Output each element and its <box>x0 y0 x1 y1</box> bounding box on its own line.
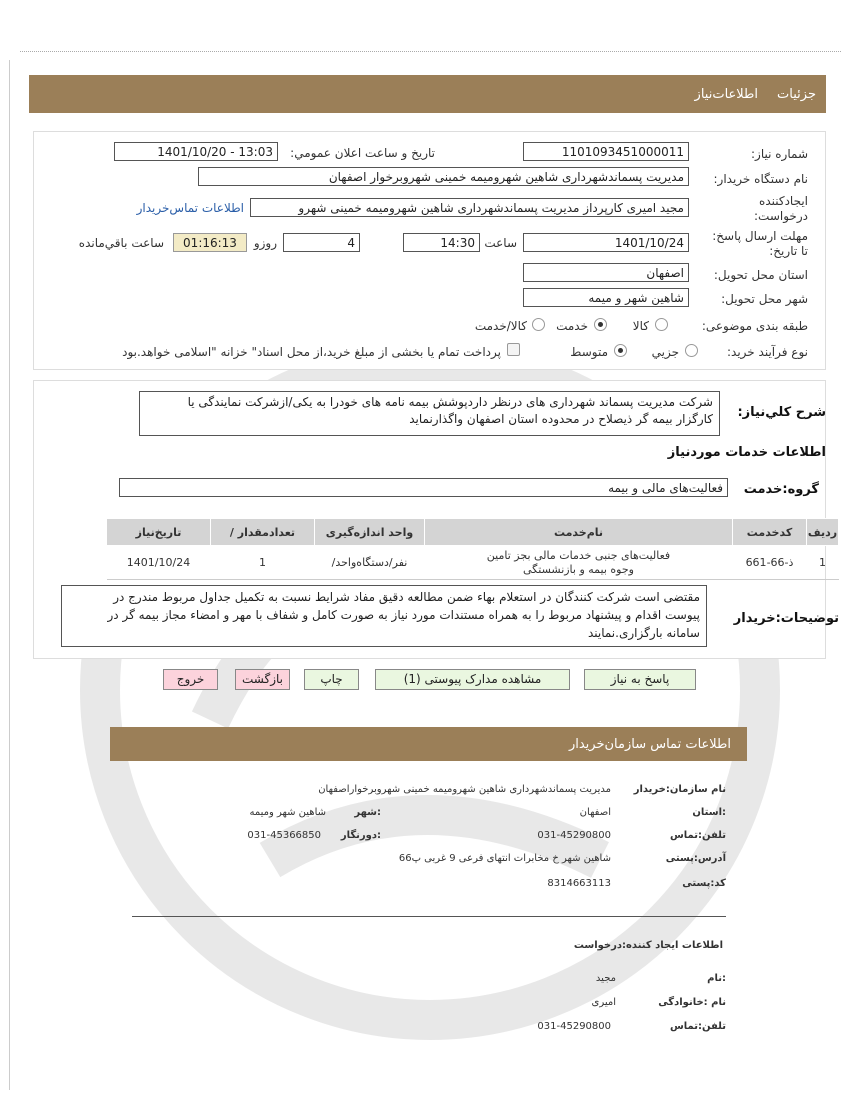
deadline-date-field: 1401/10/24 <box>523 233 689 252</box>
col-row: ردیف <box>807 519 839 546</box>
contact-divider <box>132 916 726 917</box>
process-label: نوع فرآیند خرید: <box>727 345 808 359</box>
contact-section-header <box>110 727 747 761</box>
col-date: تاریخ‌نیاز <box>107 519 211 546</box>
days-field: 4 <box>283 233 360 252</box>
province-label-2: :استان <box>692 807 726 818</box>
treasury-payment-note: پرداخت تمام یا بخشی از مبلغ خرید،از محل اسناد" خزانه "اسلامی خواهد.بود <box>122 345 501 359</box>
city-label: شهر محل تحویل: <box>721 292 808 306</box>
category-label: طبقه بندی موضوعی: <box>701 319 808 333</box>
print-button[interactable]: چاپ <box>304 669 359 690</box>
category-service-radio[interactable] <box>594 318 607 331</box>
cell-name: فعالیت‌های جنبی خدمات مالی بجز تامین وجوه بیمه و بازنشستگی <box>425 546 733 580</box>
deadline-time-field: 14:30 <box>403 233 480 252</box>
name-value: مجید <box>595 973 616 984</box>
respond-button[interactable]: پاسخ به نیاز <box>584 669 696 690</box>
days-label: روزو <box>253 236 277 250</box>
postal-label: کد:پستی <box>682 878 726 889</box>
creator-field: مجید امیری کارپرداز مدیریت پسماندشهرداری شاهین شهرومیمه خمینی شهرو <box>250 198 689 217</box>
summary-line-1: شرکت مدیریت پسماند شهرداری های درنظر داردپوشش بیمه نامه های خودرا به یکی/ازشرکت نمایندگی یا <box>187 395 713 409</box>
table-header-row <box>50 519 839 546</box>
summary-label: شرح کلي‌نیاز: <box>737 405 826 420</box>
province-field: اصفهان <box>523 263 689 282</box>
province-value-2: اصفهان <box>579 807 611 818</box>
buyer-label: نام دستگاه خریدار: <box>713 172 808 186</box>
city-label-2: :شهر <box>354 807 381 818</box>
cell-unit: نفر/دستگاه‌واحد/ <box>315 546 425 580</box>
postal-value: 8314663113 <box>547 878 611 889</box>
top-tabs-bar <box>29 75 826 113</box>
top-divider <box>20 51 841 52</box>
category-goods-service-label: کالا/خدمت <box>474 319 527 333</box>
category-goods-label: کالا <box>632 319 649 333</box>
deadline-label: مهلت ارسال پاسخ: تا تاریخ: <box>712 229 808 258</box>
notes-line-3: سامانه بارگزاری.نمایند <box>587 626 700 640</box>
announce-label: تاریخ و ساعت اعلان عمومي: <box>290 146 435 160</box>
category-goods-radio[interactable] <box>655 318 668 331</box>
family-label: نام :خانوادگی <box>658 997 726 1008</box>
cell-row: 1 <box>807 546 839 580</box>
org-label: نام سازمان:خریدار <box>633 784 726 795</box>
col-code: کدخدمت <box>733 519 807 546</box>
buyer-notes-label: توضیحات:خریدار <box>733 611 839 626</box>
creator-info-title: اطلاعات ایجاد کننده:درخواست <box>573 940 723 951</box>
creator-phone-value: 031-45290800 <box>537 1021 611 1032</box>
family-value: امیری <box>591 997 616 1008</box>
service-group-field: فعالیت‌های مالی و بیمه <box>119 478 728 497</box>
col-name: نام‌خدمت <box>425 519 733 546</box>
process-partial-radio[interactable] <box>685 344 698 357</box>
back-button[interactable]: بازگشت <box>235 669 290 690</box>
name-label: :نام <box>707 973 726 984</box>
notes-line-2: پیوست اقدام و پیشنهاد مربوط را به همراه مستندات مورد نیاز به صورت کامل و شفاف با مهر و امضاء مجاز بیمه گر در <box>107 608 700 622</box>
fax-label: :دورنگار <box>340 830 381 841</box>
col-unit: واحد اندازه‌گیری <box>315 519 425 546</box>
summary-line-2: کارگزار بیمه گر ذیصلاح در محدوده استان اصفهان واگذارنماید <box>409 412 713 426</box>
process-medium-radio[interactable] <box>614 344 627 357</box>
col-quantity: تعدادمقدار / <box>211 519 315 546</box>
need-number-field: 1101093451000011 <box>523 142 689 161</box>
province-label: استان محل تحویل: <box>713 268 808 282</box>
fax-value: 031-45366850 <box>247 830 321 841</box>
phone-label: تلفن:تماس <box>669 830 726 841</box>
services-table <box>49 518 839 580</box>
creator-phone-label: تلفن:تماس <box>669 1021 726 1032</box>
announce-field: 1401/10/20 - 13:03 <box>114 142 278 161</box>
city-field: شاهین شهر و میمه <box>523 288 689 307</box>
address-label: آدرس:پستی <box>665 853 726 864</box>
table-row <box>50 546 839 580</box>
buyer-field: مدیریت پسماندشهرداری شاهین شهرومیمه خمینی شهروبرخوار اصفهان <box>198 167 689 186</box>
cell-date: 1401/10/24 <box>107 546 211 580</box>
tab-need-info[interactable]: اطلاعات‌نیاز <box>694 87 758 102</box>
city-value-2: شاهین شهر ومیمه <box>249 807 326 818</box>
service-group-label: گروه:خدمت <box>743 482 819 497</box>
services-title: اطلاعات خدمات موردنیاز <box>667 445 826 460</box>
tab-details[interactable]: جزئیات <box>777 87 816 102</box>
org-value: مدیریت پسماندشهرداری شاهین شهرومیمه خمینی شهروبرخوارا‌صفهان <box>318 784 611 795</box>
buyer-notes-field <box>61 585 707 647</box>
category-service-label: خدمت <box>556 319 588 333</box>
address-value: شاهین شهر خ مخابرات انتهای فرعی 9 غربی پ66 <box>398 853 611 864</box>
need-info-panel <box>33 131 826 370</box>
remaining-time-field: 01:16:13 <box>173 233 247 252</box>
process-medium-label: متوسط <box>570 345 608 359</box>
category-goods-service-radio[interactable] <box>532 318 545 331</box>
exit-button[interactable]: خروج <box>163 669 218 690</box>
left-border <box>9 60 10 1090</box>
cell-quantity: 1 <box>211 546 315 580</box>
buyer-contact-link[interactable]: اطلاعات تماس‌خریدار <box>136 201 244 215</box>
summary-field <box>139 391 720 436</box>
creator-label: ایجادکننده درخواست: <box>754 194 808 223</box>
treasury-payment-checkbox[interactable] <box>507 343 520 356</box>
contact-section-title: اطلاعات تماس سازمان‌خریدار <box>568 737 731 752</box>
notes-line-1: مقتضی است شرکت کنندگان در استعلام بهاء ضمن مطالعه دقیق مفاد شرایط نسبت به تکمیل جداول مربوط مندرج در <box>113 590 700 604</box>
phone-value: 031-45290800 <box>537 830 611 841</box>
cell-code: ذ-66-661 <box>733 546 807 580</box>
remaining-label: ساعت باقي‌مانده <box>78 236 164 250</box>
view-attachments-button[interactable]: مشاهده مدارک پیوستی (1) <box>375 669 570 690</box>
time-label: ساعت <box>484 236 517 250</box>
need-number-label: شماره نیاز: <box>751 147 808 161</box>
process-partial-label: جزیي <box>651 345 679 359</box>
